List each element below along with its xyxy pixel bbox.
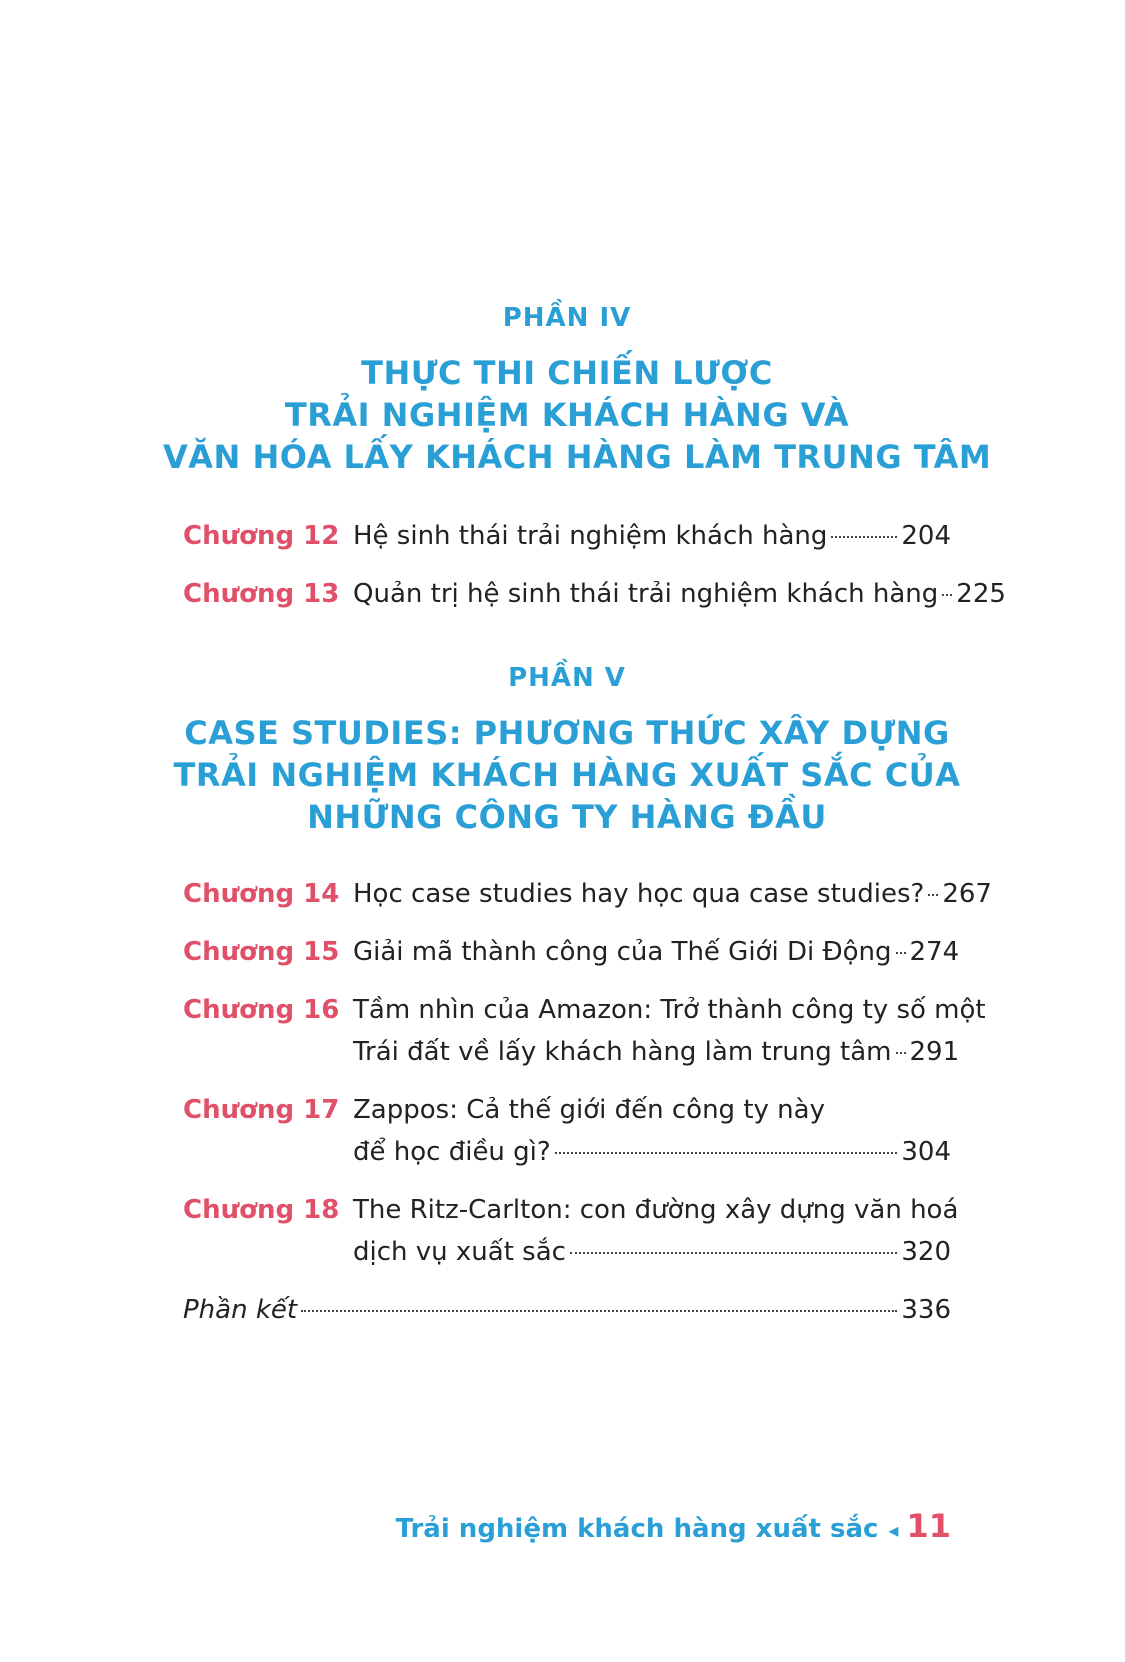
chapter-title: Giải mã thành công của Thế Giới Di Động [353, 937, 892, 967]
part-5-title-line-2: TRẢI NGHIỆM KHÁCH HÀNG XUẤT SẮC CỦA [173, 756, 961, 794]
part-5-label: PHẦN V [508, 663, 626, 693]
chapter-label: Chương 15 [183, 937, 340, 967]
part-4-title-line-3: VĂN HÓA LẤY KHÁCH HÀNG LÀM TRUNG TÂM [163, 438, 992, 476]
part-4-title [163, 352, 992, 478]
dot-leader [570, 1252, 897, 1254]
page-ref: 336 [901, 1295, 951, 1325]
toc-entry-ending[interactable] [183, 1289, 951, 1331]
page-number: 11 [906, 1507, 951, 1545]
chapter-title-line-2: dịch vụ xuất sắc [353, 1237, 566, 1267]
chapter-title-line-2: để học điều gì? [353, 1137, 551, 1167]
dot-leader [896, 1052, 906, 1054]
chapter-title: Hệ sinh thái trải nghiệm khách hàng [353, 521, 828, 551]
chapter-label: Chương 13 [183, 579, 340, 609]
chapter-label: Chương 17 [183, 1095, 340, 1125]
page-ref: 291 [909, 1037, 960, 1067]
part-4-title-line-1: THỰC THI CHIẾN LƯỢC [361, 354, 773, 392]
chapter-title-line-1: Tầm nhìn của Amazon: Trở thành công ty số một [353, 995, 986, 1025]
dot-leader [942, 594, 952, 596]
part-4-title-line-2: TRẢI NGHIỆM KHÁCH HÀNG VÀ [284, 396, 850, 434]
chapter-title-line-1: Zappos: Cả thế giới đến công ty này [353, 1095, 825, 1125]
part-4-label: PHẦN IV [502, 303, 632, 333]
chapter-title: Quản trị hệ sinh thái trải nghiệm khách hàng [353, 579, 939, 609]
page-ref: 320 [901, 1237, 951, 1267]
part-5-title-line-1: CASE STUDIES: PHƯƠNG THỨC XÂY DỰNG [184, 714, 950, 752]
chapter-label: Chương 12 [183, 521, 340, 551]
chapter-label: Chương 18 [183, 1195, 340, 1225]
page-ref: 267 [942, 879, 992, 909]
chapter-title: Học case studies hay học qua case studies? [353, 879, 925, 909]
page-ref: 304 [901, 1137, 951, 1167]
running-book-title: Trải nghiệm khách hàng xuất sắc [395, 1514, 879, 1544]
dot-leader [928, 894, 938, 896]
page-ref: 204 [901, 521, 951, 551]
triangle-left-icon: ◂ [888, 1518, 899, 1542]
dot-leader [301, 1310, 897, 1312]
chapter-title-line-2: Trái đất về lấy khách hàng làm trung tâm [353, 1037, 892, 1067]
dot-leader [831, 536, 897, 538]
ending-label: Phần kết [183, 1295, 298, 1325]
chapter-label: Chương 16 [183, 995, 340, 1025]
page-ref: 274 [909, 937, 960, 967]
page-ref: 225 [956, 579, 1006, 609]
part-5-title [163, 712, 971, 838]
chapter-title-line-1: The Ritz-Carlton: con đường xây dựng văn hoá [353, 1195, 959, 1225]
dot-leader [896, 952, 906, 954]
part-5-title-line-3: NHỮNG CÔNG TY HÀNG ĐẦU [307, 798, 827, 836]
chapter-label: Chương 14 [183, 879, 340, 909]
dot-leader [555, 1152, 898, 1154]
page-footer [396, 1507, 951, 1545]
